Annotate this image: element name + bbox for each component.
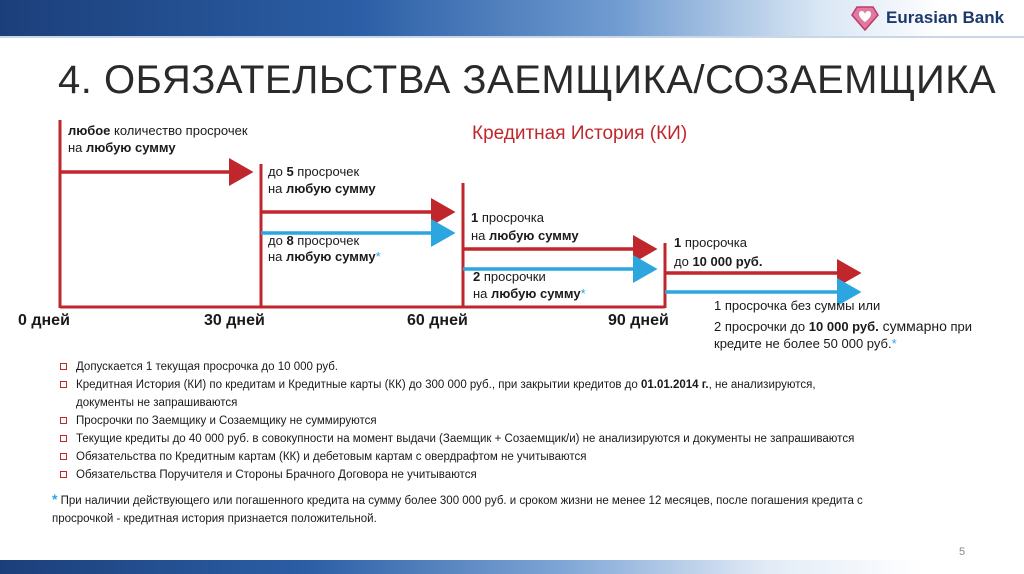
page-title: 4. ОБЯЗАТЕЛЬСТВА ЗАЕМЩИКА/СОЗАЕМЩИКА <box>58 58 997 102</box>
square-bullet-icon <box>60 381 67 388</box>
square-bullet-icon <box>60 453 67 460</box>
axis-label-60: 60 дней <box>407 312 468 329</box>
square-bullet-icon <box>60 435 67 442</box>
note-item: Просрочки по Заемщику и Созаемщику не суммируются <box>58 412 978 430</box>
note-item-continuation: документы не запрашиваются <box>76 397 238 409</box>
label-two-overdue-sum: на любую сумму* <box>473 286 586 301</box>
credit-history-title: Кредитная История (КИ) <box>472 123 688 144</box>
note-item: Кредитная История (КИ) по кредитам и Кредитные карты (КК) до 300 000 руб., при закрытии кредитов до 01.01.2014 г., не анализируются, <box>58 376 978 394</box>
label-beyond-90-line1: 1 просрочка без суммы или <box>714 298 881 313</box>
label-up-to-8: до 8 просрочек <box>268 233 360 248</box>
footnote-line2: просрочкой - кредитная история признается положительной. <box>52 513 377 525</box>
page-number: 5 <box>959 546 966 558</box>
axis-label-0: 0 дней <box>18 312 70 329</box>
note-item: Текущие кредиты до 40 000 руб. в совокупности на момент выдачи (Заемщик + Созаемщик/и) не анализируются и документы не запрашиваются <box>58 430 978 448</box>
note-item: Обязательства Поручителя и Стороны Брачного Договора не учитываются <box>58 466 978 484</box>
label-one-overdue-90-sum: до 10 000 руб. <box>674 254 763 269</box>
notes-list <box>58 358 978 484</box>
label-one-overdue: 1 просрочка <box>471 210 544 225</box>
square-bullet-icon <box>60 363 67 370</box>
brand-name: Eurasian Bank <box>886 8 1005 27</box>
footnote <box>52 490 982 528</box>
footnote-star: * <box>52 491 58 507</box>
label-beyond-90-line3: кредите не более 50 000 руб.* <box>714 336 897 351</box>
axis-label-30: 30 дней <box>204 312 265 329</box>
label-any-sum: на любую сумму <box>68 140 176 155</box>
label-up-to-5: до 5 просрочек <box>268 164 360 179</box>
label-any-count: любое количество просрочек <box>68 123 248 138</box>
label-two-overdue: 2 просрочки <box>473 269 546 284</box>
label-up-to-5-sum: на любую сумму <box>268 181 376 196</box>
label-beyond-90-line2: 2 просрочки до 10 000 руб. суммарно при <box>714 318 973 334</box>
label-one-overdue-90: 1 просрочка <box>674 235 747 250</box>
label-up-to-8-sum: на любую сумму* <box>268 249 381 264</box>
square-bullet-icon <box>60 471 67 478</box>
axis-label-90: 90 дней <box>608 312 669 329</box>
footnote-line1: При наличии действующего или погашенного кредита на сумму более 300 000 руб. и сроком жизни не менее 12 месяцев, после погашения кредита с <box>57 495 863 507</box>
note-item: Допускается 1 текущая просрочка до 10 000 руб. <box>58 358 978 376</box>
note-item: Обязательства по Кредитным картам (КК) и дебетовым картам с овердрафтом не учитываются <box>58 448 978 466</box>
square-bullet-icon <box>60 417 67 424</box>
label-one-overdue-sum: на любую сумму <box>471 228 579 243</box>
bottom-band <box>0 560 1024 574</box>
